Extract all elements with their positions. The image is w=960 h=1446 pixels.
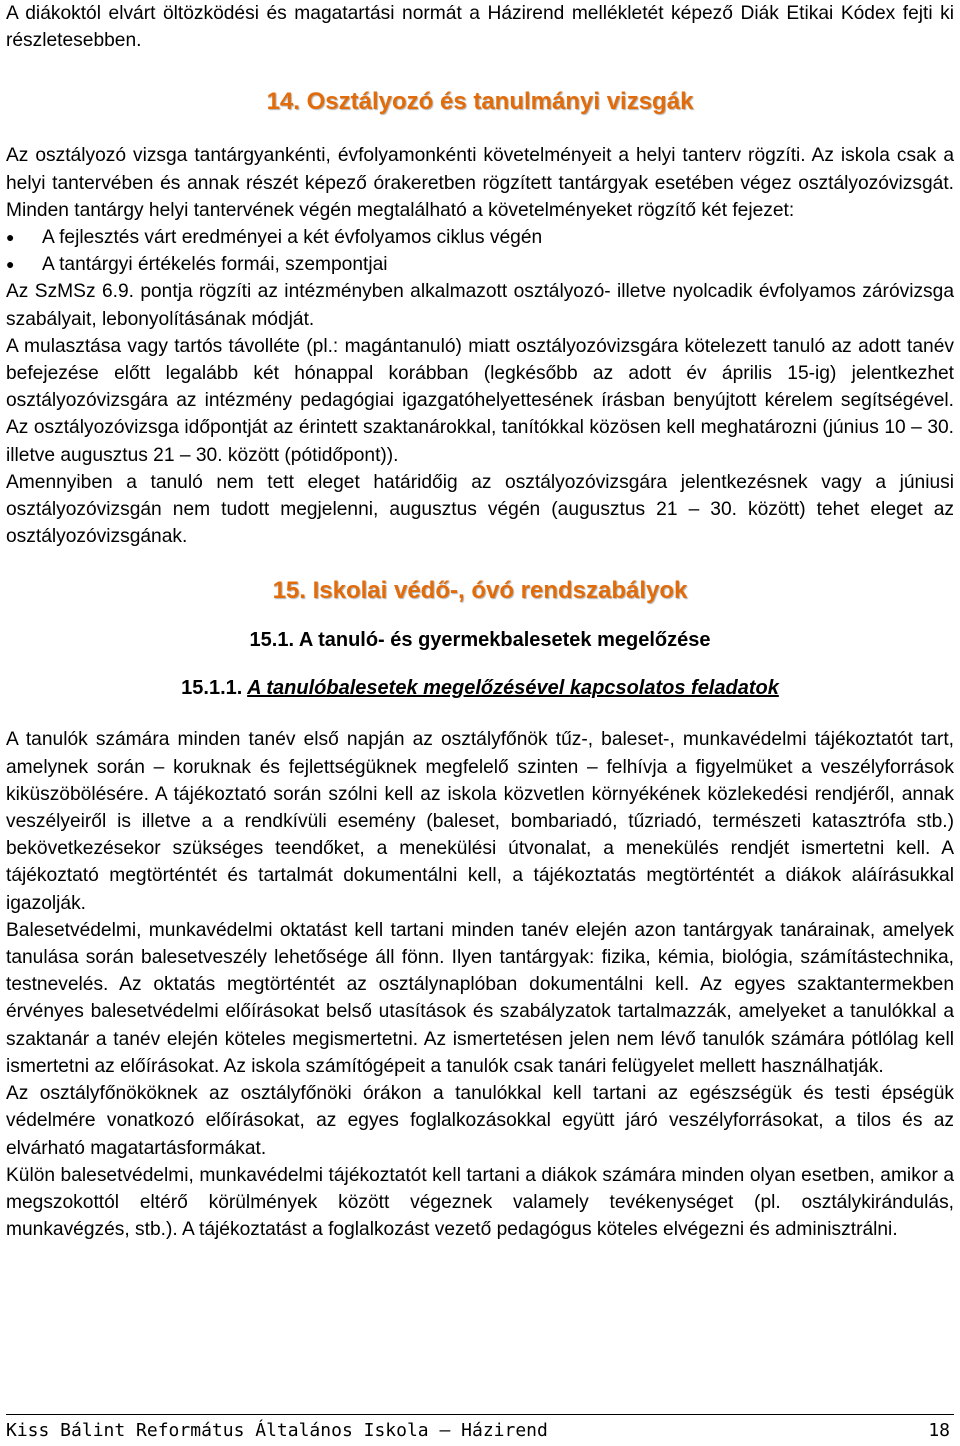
section-14-paragraph-2: Az SzMSz 6.9. pontja rögzíti az intézményben alkalmazott osztályozó- illetve nyolcadik évfolyamos záróvizsga szabályait, lebonyolításának módját.	[6, 281, 954, 330]
section-15-1-1-title: A tanulóbalesetek megelőzésével kapcsolatos feladatok	[247, 677, 779, 700]
section-15-paragraph-1: A tanulók számára minden tanév első napján az osztályfőnök tűz-, baleset-, munkavédelmi tájékoztatót tart, amelynek során – koruknak és fejlettségüknek megfelelő szinten – felhívja a figyelmüket a veszélyforrások kiküszöbölésére. A tájékoztató során szólni kell az iskola közvetlen környékének közlekedési rendjéről, annak veszélyeiről is illetve a a rendkívüli esemény (baleset, bombariadó, tűzriadó, természeti katasztrófa stb.) bekövetkezésekor szükséges teendőket, a menekülési útvonalat, a menekülés rendjét ismertetni kell. A tájékoztató megtörténtét és tartalmát dokumentálni kell, a tájékoztatás megtörténtét a diákok aláírásukkal igazolják.	[6, 729, 954, 914]
document-page	[6, 0, 954, 1243]
section-15-1-heading: 15.1. A tanuló- és gyermekbalesetek megelőzése	[249, 629, 711, 652]
section-14-heading: 14. Osztályozó és tanulmányi vizsgák	[266, 88, 694, 116]
list-item: ● A tantárgyi értékelés formái, szempontjai	[6, 251, 954, 278]
bullet-icon: ●	[6, 256, 15, 273]
section-15-1-1-number: 15.1.1.	[181, 677, 243, 700]
section-15-paragraph-4: Külön balesetvédelmi, munkavédelmi tájékoztatót kell tartani a diákok számára minden olyan esetben, amikor a megszokottól eltérő körülmények között végeznek valamely tevékenységet (pl. osztálykirándulás, munkavégzés, stb.). A tájékoztatást a foglalkozást vezető pedagógus köteles elvégezni és adminisztrálni.	[6, 1164, 954, 1241]
footer-school-name: Kiss Bálint Református Általános Iskola – Házirend	[6, 1420, 548, 1441]
intro-paragraph: A diákoktól elvárt öltözködési és magatartási normát a Házirend mellékletét képező Diák Etikai Kódex fejti ki részletesebben.	[6, 3, 954, 52]
section-15-paragraph-3: Az osztályfőnököknek az osztályfőnöki órákon a tanulókkal kell tartani az egészségük és testi épségük védelmére vonatkozó előírásokat, az egyes foglalkozásokkal együtt járó veszélyforrásokat, a tilos és az elvárható magatartásformákat.	[6, 1083, 954, 1159]
section-15-1-1-heading	[6, 674, 954, 702]
section-14-paragraph-3: A mulasztása vagy tartós távolléte (pl.: magántanuló) miatt osztályozóvizsgára kötelezett tanuló az adott tanév befejezése előtt legalább két hónappal korábban (legkésőbb az adott év április 15-ig) jelentkezhet osztályozóvizsgára az intézmény pedagógiai igazgatóhelyettesének írásban benyújtott kérelem segítségével. Az osztályozóvizsga időpontját az érintett szaktanárokkal, tanítókkal közösen kell meghatározni (június 10 – 30. illetve augusztus 21 – 30. között (pótidőpont)).	[6, 335, 954, 466]
section-15-heading: 15. Iskolai védő-, óvó rendszabályok	[272, 577, 688, 605]
page-number: 18	[928, 1420, 950, 1441]
requirements-list	[6, 224, 954, 278]
bullet-icon: ●	[6, 229, 15, 246]
section-15-paragraph-2: Balesetvédelmi, munkavédelmi oktatást kell tartani minden tanév elején azon tantárgyak tanárainak, amelyek tanulása során balesetveszély lehetősége áll fönn. Ilyen tantárgyak: fizika, kémia, biológia, számítástechnika, testnevelés. Az oktatás megtörténtét az osztálynaplóban dokumentálni kell. Az egyes szaktantermekben érvényes balesetvédelmi előírásokat belső utasítások és szabályzatok tartalmazzák, amelyeket a tanulókkal a szaktanár a tanév elején köteles megismertetni. Az ismertetésen jelen nem lévő tanulók számára pótlólag kell ismertetni az előírásokat. Az iskola számítógépeit a tanulók csak tanári felügyelet mellett használhatják.	[6, 919, 954, 1077]
list-item: ● A fejlesztés várt eredményei a két évfolyamos ciklus végén	[6, 224, 954, 251]
section-14-paragraph-1: Az osztályozó vizsga tantárgyankénti, évfolyamonkénti követelményeit a helyi tanterv rögzíti. Az iskola csak a helyi tantervében és annak részét képező órakeretben rögzített tantárgyak esetében végez osztályozóvizsgát. Minden tantárgy helyi tantervének végén megtalálható a követelményeket rögzítő két fejezet:	[6, 145, 954, 221]
section-14-paragraph-4: Amennyiben a tanuló nem tett eleget határidőig az osztályozóvizsgára jelentkezésnek vagy a júniusi osztályozóvizsgán nem tudott megjelenni, augusztus végén (augusztus 21 – 30. között) tehet eleget az osztályozóvizsgának.	[6, 471, 954, 548]
page-footer	[6, 1414, 954, 1443]
